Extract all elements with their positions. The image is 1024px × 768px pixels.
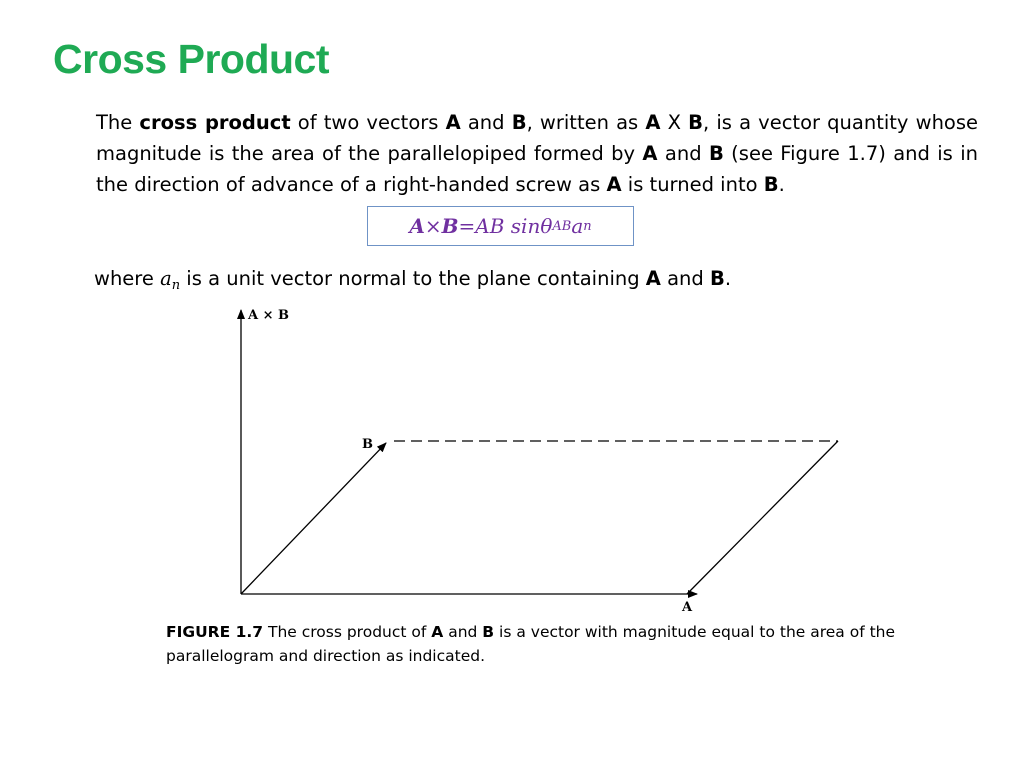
b-vector-arrow [241,443,386,594]
definition-paragraph: The cross product of two vectors A and B, written as A X B, is a vector quantity whose magnitude is the area of the parallelopiped formed by A and B (see Figure 1.7) and is in the direction of advance of a right-handed screw as A is turned into B. [96,111,979,196]
figure-caption: FIGURE 1.7 The cross product of A and B is a vector with magnitude equal to the area of the parallelogram and direction as indicated. [166,623,896,665]
a-label: A [682,600,693,615]
slide-title: Cross Product [53,36,329,82]
axb-label: A × B [248,308,290,323]
b-label: B [362,437,373,452]
cross-product-formula: A × B = AB sinθ AB a n [367,206,634,246]
unit-vector-note: where $a_n$ is a unit vector normal to the plane containing A and B. [94,267,732,293]
parallelogram-right-edge [687,441,838,594]
